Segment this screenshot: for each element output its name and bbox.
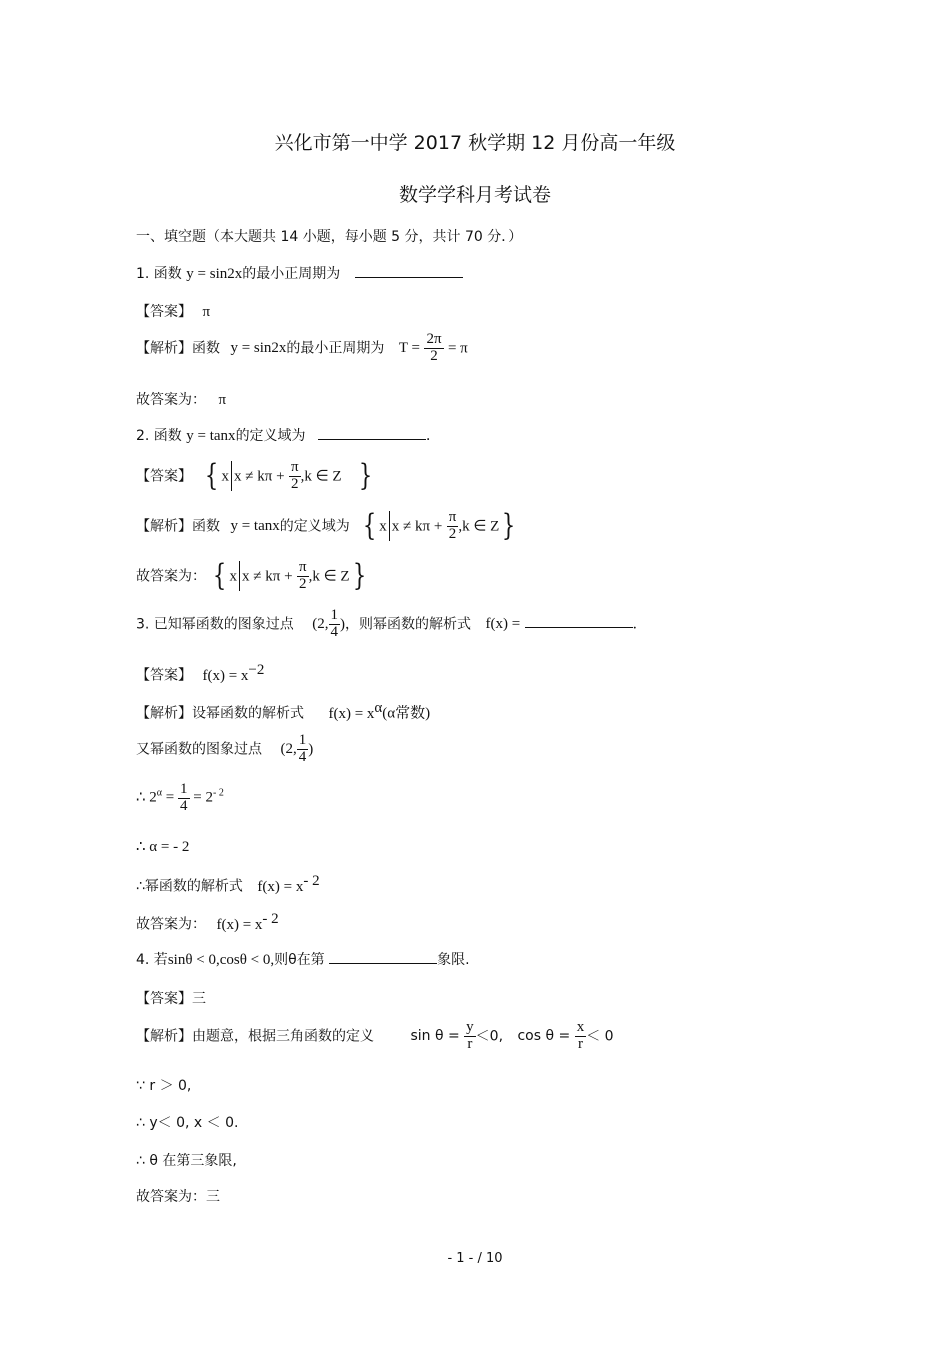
point-close: )	[308, 741, 314, 758]
q4-analysis	[136, 1020, 614, 1053]
q3-analysis-base: f(x) = x	[328, 705, 375, 722]
q3-blank	[525, 613, 633, 628]
q1-stem: 1. 函数	[136, 266, 182, 282]
question-4	[136, 949, 470, 969]
final-label: 故答案为：	[136, 1189, 206, 1205]
q1-frac-den: 2	[430, 347, 438, 364]
q2-final: 故答案为： { x x ≠ kπ + $\frac{\pi}{2}$ ,k ∈ Z}	[136, 558, 366, 594]
q4-analysis-text: 由题意，根据三角函数的定义	[192, 1028, 374, 1045]
q3-period: ．	[632, 616, 647, 633]
point-den: 4	[298, 748, 307, 765]
q1-answer	[136, 301, 210, 321]
q1-period-rhs: = π	[447, 340, 468, 357]
two-den: 2	[291, 475, 299, 492]
q1-formula: y = sin2x	[186, 266, 243, 282]
q3-line5-text: ∴幂函数的解析式	[136, 878, 243, 895]
q3-analysis-3	[136, 782, 224, 815]
q3-analysis-paren: (α常数)	[382, 705, 431, 722]
q2-formula: y = tanx	[186, 428, 236, 444]
q3-final-exp: - 2	[262, 911, 279, 927]
q1-period-fraction	[424, 332, 443, 365]
q4-cos-tail: ＜ 0	[586, 1028, 614, 1045]
point-den: 4	[330, 623, 339, 640]
q3-line3-exp: α	[156, 787, 163, 799]
q3-line5-exp: - 2	[303, 873, 320, 889]
q3-analysis-text: 设幂函数的解析式	[192, 705, 304, 722]
q4-line3: ∴ y＜ 0, x ＜ 0.	[136, 1115, 239, 1131]
q1-frac-num: 2π	[426, 331, 442, 347]
q4-final-value: 三	[206, 1189, 220, 1205]
q3-line3-prefix: ∴ 2	[136, 789, 157, 806]
q3-line3-eq: =	[165, 789, 175, 806]
q3-line3-num: 1	[180, 781, 188, 797]
q2-analysis-tail: 的定义域为	[279, 518, 350, 535]
q4-cos-den: r	[577, 1035, 583, 1052]
q3-line5-base: f(x) = x	[257, 878, 304, 895]
analysis-label: 【解析】	[136, 1028, 192, 1045]
q3-stem-mid: ，则幂函数的解析式	[345, 616, 472, 633]
q1-analysis	[136, 332, 468, 365]
question-1	[136, 263, 463, 283]
q3-analysis-exp: α	[374, 700, 383, 716]
q4-line2: ∵ r ＞ 0,	[136, 1078, 192, 1094]
q1-blank	[355, 263, 463, 278]
set-end: ,k ∈ Z	[300, 468, 342, 485]
q3-line3-rhs: = 2	[193, 789, 213, 806]
analysis-label: 【解析】	[136, 340, 192, 357]
q3-analysis-2	[136, 733, 313, 766]
q4-tail: 在第	[296, 952, 325, 968]
q2-analysis: 【解析】函数 y = tanx的定义域为 { x x ≠ kπ + $\frac{\pi}{2}$ ,k ∈ Z}	[136, 508, 516, 544]
pi-num: π	[299, 559, 307, 575]
final-label: 故答案为：	[136, 916, 206, 933]
point-open: (2,	[280, 741, 297, 758]
q3-answer-base: f(x) = x	[202, 667, 249, 684]
q4-end: 象限.	[437, 952, 470, 968]
q3-stem: 3. 已知幂函数的图象过点	[136, 616, 294, 633]
q1-analysis-formula: y = sin2x	[230, 340, 287, 357]
set-var: x	[221, 468, 230, 485]
q4-answer-value: 三	[192, 991, 206, 1007]
pi-num: π	[291, 459, 299, 475]
final-label: 故答案为：	[136, 568, 206, 585]
set-cond: x ≠ kπ +	[242, 568, 293, 585]
answer-label: 【答案】	[136, 304, 192, 320]
q2-tail: 的定义域为	[235, 428, 306, 444]
q3-answer	[136, 662, 264, 685]
set-cond: x ≠ kπ +	[391, 518, 443, 535]
point-num: 1	[330, 607, 339, 623]
q4-sin-tail: ＜0,	[475, 1028, 504, 1045]
set-var: x	[229, 568, 238, 585]
q4-cond: sinθ < 0,cosθ < 0,	[167, 952, 275, 968]
q4-final	[136, 1186, 220, 1206]
pi-num: π	[448, 509, 457, 525]
q2-blank	[318, 425, 426, 440]
q1-period-lhs: T =	[398, 340, 420, 357]
q1-final	[136, 389, 226, 409]
q3-line3-den: 4	[180, 797, 188, 814]
q4-sin: sin θ =	[410, 1028, 460, 1045]
q2-stem: 2. 函数	[136, 428, 182, 444]
q3-line3-rhs-exp: - 2	[212, 787, 224, 799]
document-subtitle: 数学学科月考试卷	[398, 184, 551, 206]
q3-answer-exp: −2	[248, 662, 265, 678]
two-den: 2	[448, 525, 457, 542]
q1-answer-value: π	[202, 304, 211, 320]
q1-analysis-prefix: 函数	[192, 340, 220, 357]
two-den: 2	[299, 575, 307, 592]
q4-line4: ∴ θ 在第三象限,	[136, 1153, 237, 1169]
answer-label: 【答案】	[136, 991, 192, 1007]
q3-final-base: f(x) = x	[216, 916, 263, 933]
page-number: - 1 - / 10	[447, 1251, 503, 1266]
q4-sin-num: y	[466, 1019, 474, 1035]
answer-label: 【答案】	[136, 468, 192, 485]
q2-analysis-formula: y = tanx	[230, 518, 280, 535]
q4-cos: cos θ =	[517, 1028, 571, 1045]
document-title: 兴化市第一中学 2017 秋学期 12 月份高一年级	[274, 132, 676, 154]
q4-cos-num: x	[576, 1019, 585, 1035]
q1-analysis-tail: 的最小正周期为	[286, 340, 385, 357]
q3-analysis-1	[136, 700, 430, 723]
set-end: ,k ∈ Z	[458, 518, 500, 535]
analysis-label: 【解析】	[136, 518, 192, 535]
q3-fx: f(x) =	[485, 616, 521, 633]
point-num: 1	[298, 732, 307, 748]
q2-analysis-prefix: 函数	[192, 518, 220, 535]
q3-line2-text: 又幂函数的图象过点	[136, 741, 262, 758]
set-cond: x ≠ kπ +	[234, 468, 285, 485]
q2-period: ．	[426, 428, 441, 444]
q3-analysis-5	[136, 873, 320, 896]
point-open: (2,	[312, 616, 329, 633]
q4-stem: 4. 若	[136, 952, 168, 968]
q4-cond2: 则θ	[274, 952, 297, 968]
q1-final-value: π	[218, 392, 227, 408]
set-var: x	[379, 518, 387, 535]
final-label: 故答案为：	[136, 392, 206, 408]
q3-final	[136, 911, 279, 934]
q1-tail: 的最小正周期为	[242, 266, 341, 282]
q4-sin-den: r	[467, 1035, 473, 1052]
q4-answer	[136, 988, 206, 1008]
q3-analysis-4: ∴ α = - 2	[136, 839, 190, 855]
question-2	[136, 425, 440, 445]
answer-label: 【答案】	[136, 667, 192, 684]
section-heading: 一、填空题（本大题共 14 小题，每小题 5 分，共计 70 分．）	[136, 229, 523, 245]
set-end: ,k ∈ Z	[308, 568, 350, 585]
analysis-label: 【解析】	[136, 705, 192, 722]
question-3	[136, 608, 647, 641]
q4-blank	[329, 949, 437, 964]
q2-answer: 【答案】 { x x ≠ kπ + $\frac{\pi}{2}$ ,k ∈ Z }	[136, 458, 372, 494]
point-close: )	[340, 616, 346, 633]
